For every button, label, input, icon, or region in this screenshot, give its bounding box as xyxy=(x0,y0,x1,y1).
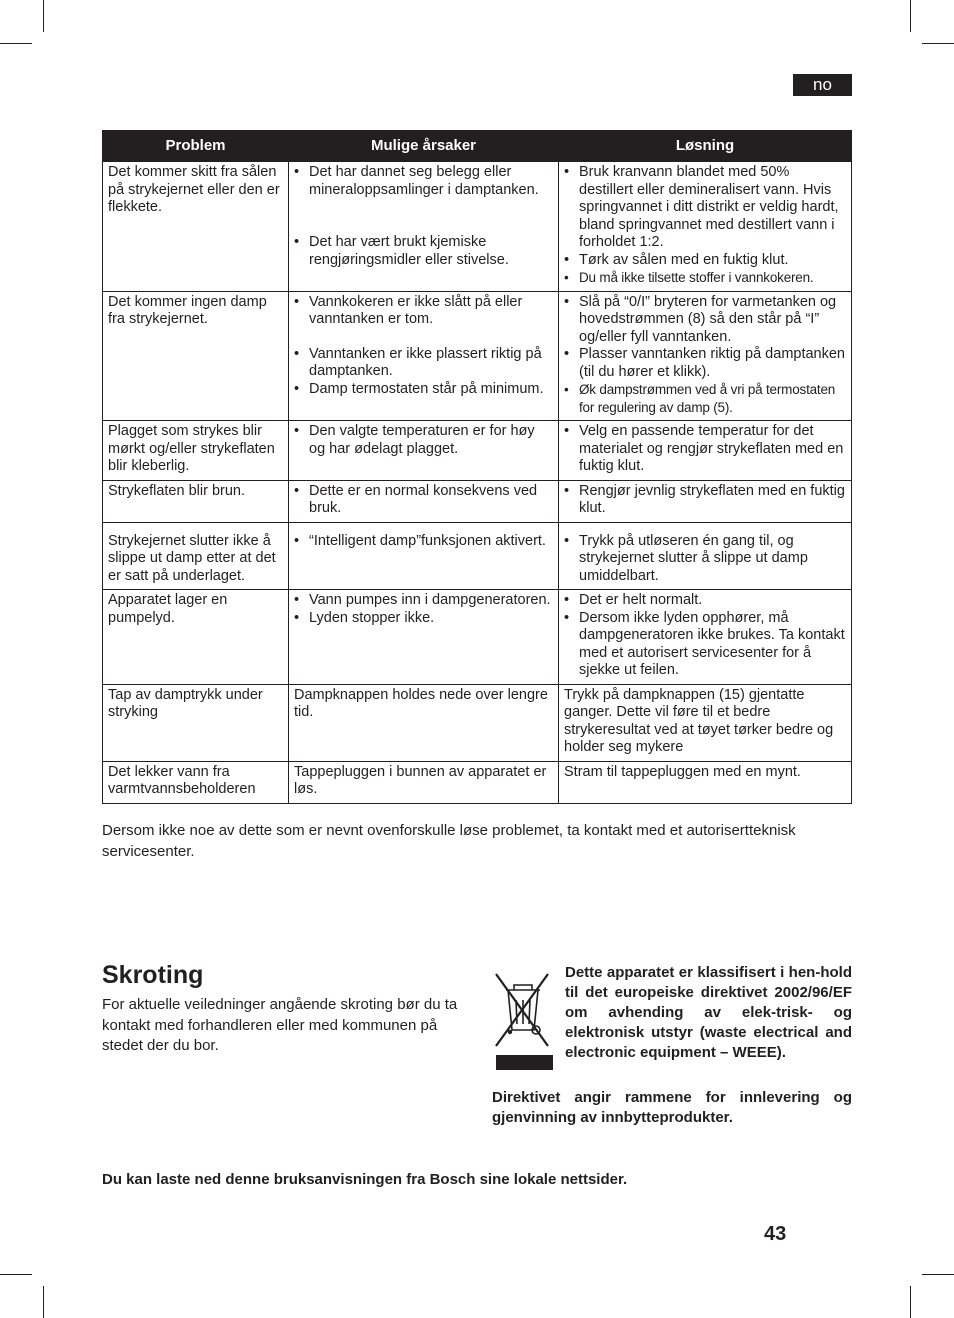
troubleshooting-table xyxy=(102,130,852,804)
problem-cell: Strykejernet slutter ikke å slippe ut damp etter at det er satt på underlaget. xyxy=(103,522,289,590)
cause-item: • Vannkokeren er ikke slått på eller vanntanken er tom. xyxy=(294,294,554,329)
disposal-title: Skroting xyxy=(102,961,204,989)
solution-item: • Bruk kranvann blandet med 50% destillert eller demineralisert vann. Hvis springvannet i ditt distrikt er veldig hardt, bland springvannet med destillert vann i forholdet 1:2. xyxy=(564,164,847,252)
solution-item: • Slå på “0/I” bryteren for varmetanken og hovedstrømmen (8) så den står på “I” og/eller fyll vanntanken. xyxy=(564,294,847,347)
cause-item: • Lyden stopper ikke. xyxy=(294,610,554,628)
solution-cell xyxy=(559,291,852,421)
problem-cell: Det kommer skitt fra sålen på strykejernet eller den er flekkete. xyxy=(103,162,289,292)
cause-item: • Vann pumpes inn i dampgeneratoren. xyxy=(294,592,554,610)
solution-item: • Dersom ikke lyden opphører, må dampgeneratoren ikke brukes. Ta kontakt med et autorisert servicesenter for å sjekke ut feilen. xyxy=(564,610,847,680)
crop-mark xyxy=(910,1286,911,1318)
solution-cell xyxy=(559,522,852,590)
solution-item: • Du må ikke tilsette stoffer i vannkokeren. xyxy=(564,269,847,287)
solution-cell: Stram til tappepluggen med en mynt. xyxy=(559,761,852,803)
causes-cell xyxy=(289,480,559,522)
causes-cell xyxy=(289,291,559,421)
solution-item: • Det er helt normalt. xyxy=(564,592,847,610)
table-row xyxy=(103,522,852,590)
solution-item: • Øk dampstrømmen ved å vri på termostaten for regulering av damp (5). xyxy=(564,381,847,416)
problem-cell: Apparatet lager en pumpelyd. xyxy=(103,590,289,685)
weee-text: Dette apparatet er klassifisert i hen-hold til det europeiske direktivet 2002/96/EF om avhending av elek-trisk- og elektronisk utstyr (waste electrical and electronic equipment – WEEE). xyxy=(565,964,852,1061)
header-problem: Problem xyxy=(103,131,289,162)
solution-cell xyxy=(559,480,852,522)
cause-item: • Dette er en normal konsekvens ved bruk. xyxy=(294,483,554,518)
causes-cell xyxy=(289,590,559,685)
header-causes: Mulige årsaker xyxy=(289,131,559,162)
page-number: 43 xyxy=(764,1223,787,1245)
solution-cell xyxy=(559,590,852,685)
solution-item: • Velg en passende temperatur for det materialet og rengjør strykeflaten med en fuktig klut. xyxy=(564,423,847,476)
language-badge: no xyxy=(793,74,852,96)
crop-mark xyxy=(910,0,911,32)
header-solution: Løsning xyxy=(559,131,852,162)
solution-cell xyxy=(559,421,852,481)
table-row xyxy=(103,480,852,522)
table-row xyxy=(103,291,852,421)
solution-item: • Rengjør jevnlig strykeflaten med en fuktig klut. xyxy=(564,483,847,518)
causes-cell xyxy=(289,522,559,590)
problem-cell: Tap av damptrykk under stryking xyxy=(103,684,289,761)
solution-item: • Tørk av sålen med en fuktig klut. xyxy=(564,252,847,270)
directive-text: Direktivet angir rammene for innlevering og gjenvinning av innbytteprodukter. xyxy=(492,1089,852,1126)
problem-cell: Plagget som strykes blir mørkt og/eller strykeflaten blir kleberlig. xyxy=(103,421,289,481)
table-row xyxy=(103,162,852,292)
causes-cell xyxy=(289,421,559,481)
problem-cell: Det lekker vann fra varmtvannsbeholderen xyxy=(103,761,289,803)
cause-item: • Den valgte temperaturen er for høy og har ødelagt plagget. xyxy=(294,423,554,458)
crop-mark xyxy=(43,0,44,32)
table-row xyxy=(103,590,852,685)
crop-mark xyxy=(43,1286,44,1318)
table-row xyxy=(103,684,852,761)
table-row xyxy=(103,421,852,481)
solution-cell: Trykk på dampknappen (15) gjentatte ganger. Dette vil føre til et bedre strykeresultat ved at tøyet tørker bedre og holder seg mykere xyxy=(559,684,852,761)
cause-item: • Damp termostaten står på minimum. xyxy=(294,381,554,399)
service-note: Dersom ikke noe av dette som er nevnt ovenforskulle løse problemet, ta kontakt med et autorisertteknisk servicesenter. xyxy=(102,822,796,860)
disposal-text: For aktuelle veiledninger angående skroting bør du ta kontakt med forhandleren eller med kommunen på stedet der du bor. xyxy=(102,996,458,1054)
causes-cell xyxy=(289,162,559,292)
cause-item: • Det har dannet seg belegg eller mineraloppsamlinger i damptanken. xyxy=(294,164,554,199)
crop-mark xyxy=(0,1274,32,1275)
download-note: Du kan laste ned denne bruksanvisningen fra Bosch sine lokale nettsider. xyxy=(102,1171,628,1188)
table-row xyxy=(103,761,852,803)
crossed-out-wheelie-bin-icon xyxy=(492,966,554,1072)
crop-mark xyxy=(0,43,32,44)
causes-cell: Tappepluggen i bunnen av apparatet er løs. xyxy=(289,761,559,803)
cause-item: • Vanntanken er ikke plassert riktig på damptanken. xyxy=(294,346,554,381)
causes-cell: Dampknappen holdes nede over lengre tid. xyxy=(289,684,559,761)
solution-cell xyxy=(559,162,852,292)
problem-cell: Strykeflaten blir brun. xyxy=(103,480,289,522)
table-header-row xyxy=(103,131,852,162)
crop-mark xyxy=(922,1274,954,1275)
crop-mark xyxy=(922,43,954,44)
cause-item: • Det har vært brukt kjemiske rengjøringsmidler eller stivelse. xyxy=(294,234,554,269)
solution-item: • Trykk på utløseren én gang til, og strykejernet slutter å slippe ut damp umiddelbart. xyxy=(564,533,847,586)
cause-item: • “Intelligent damp”funksjonen aktivert. xyxy=(294,533,554,551)
problem-cell: Det kommer ingen damp fra strykejernet. xyxy=(103,291,289,421)
solution-item: • Plasser vanntanken riktig på damptanken (til du hører et klikk). xyxy=(564,346,847,381)
